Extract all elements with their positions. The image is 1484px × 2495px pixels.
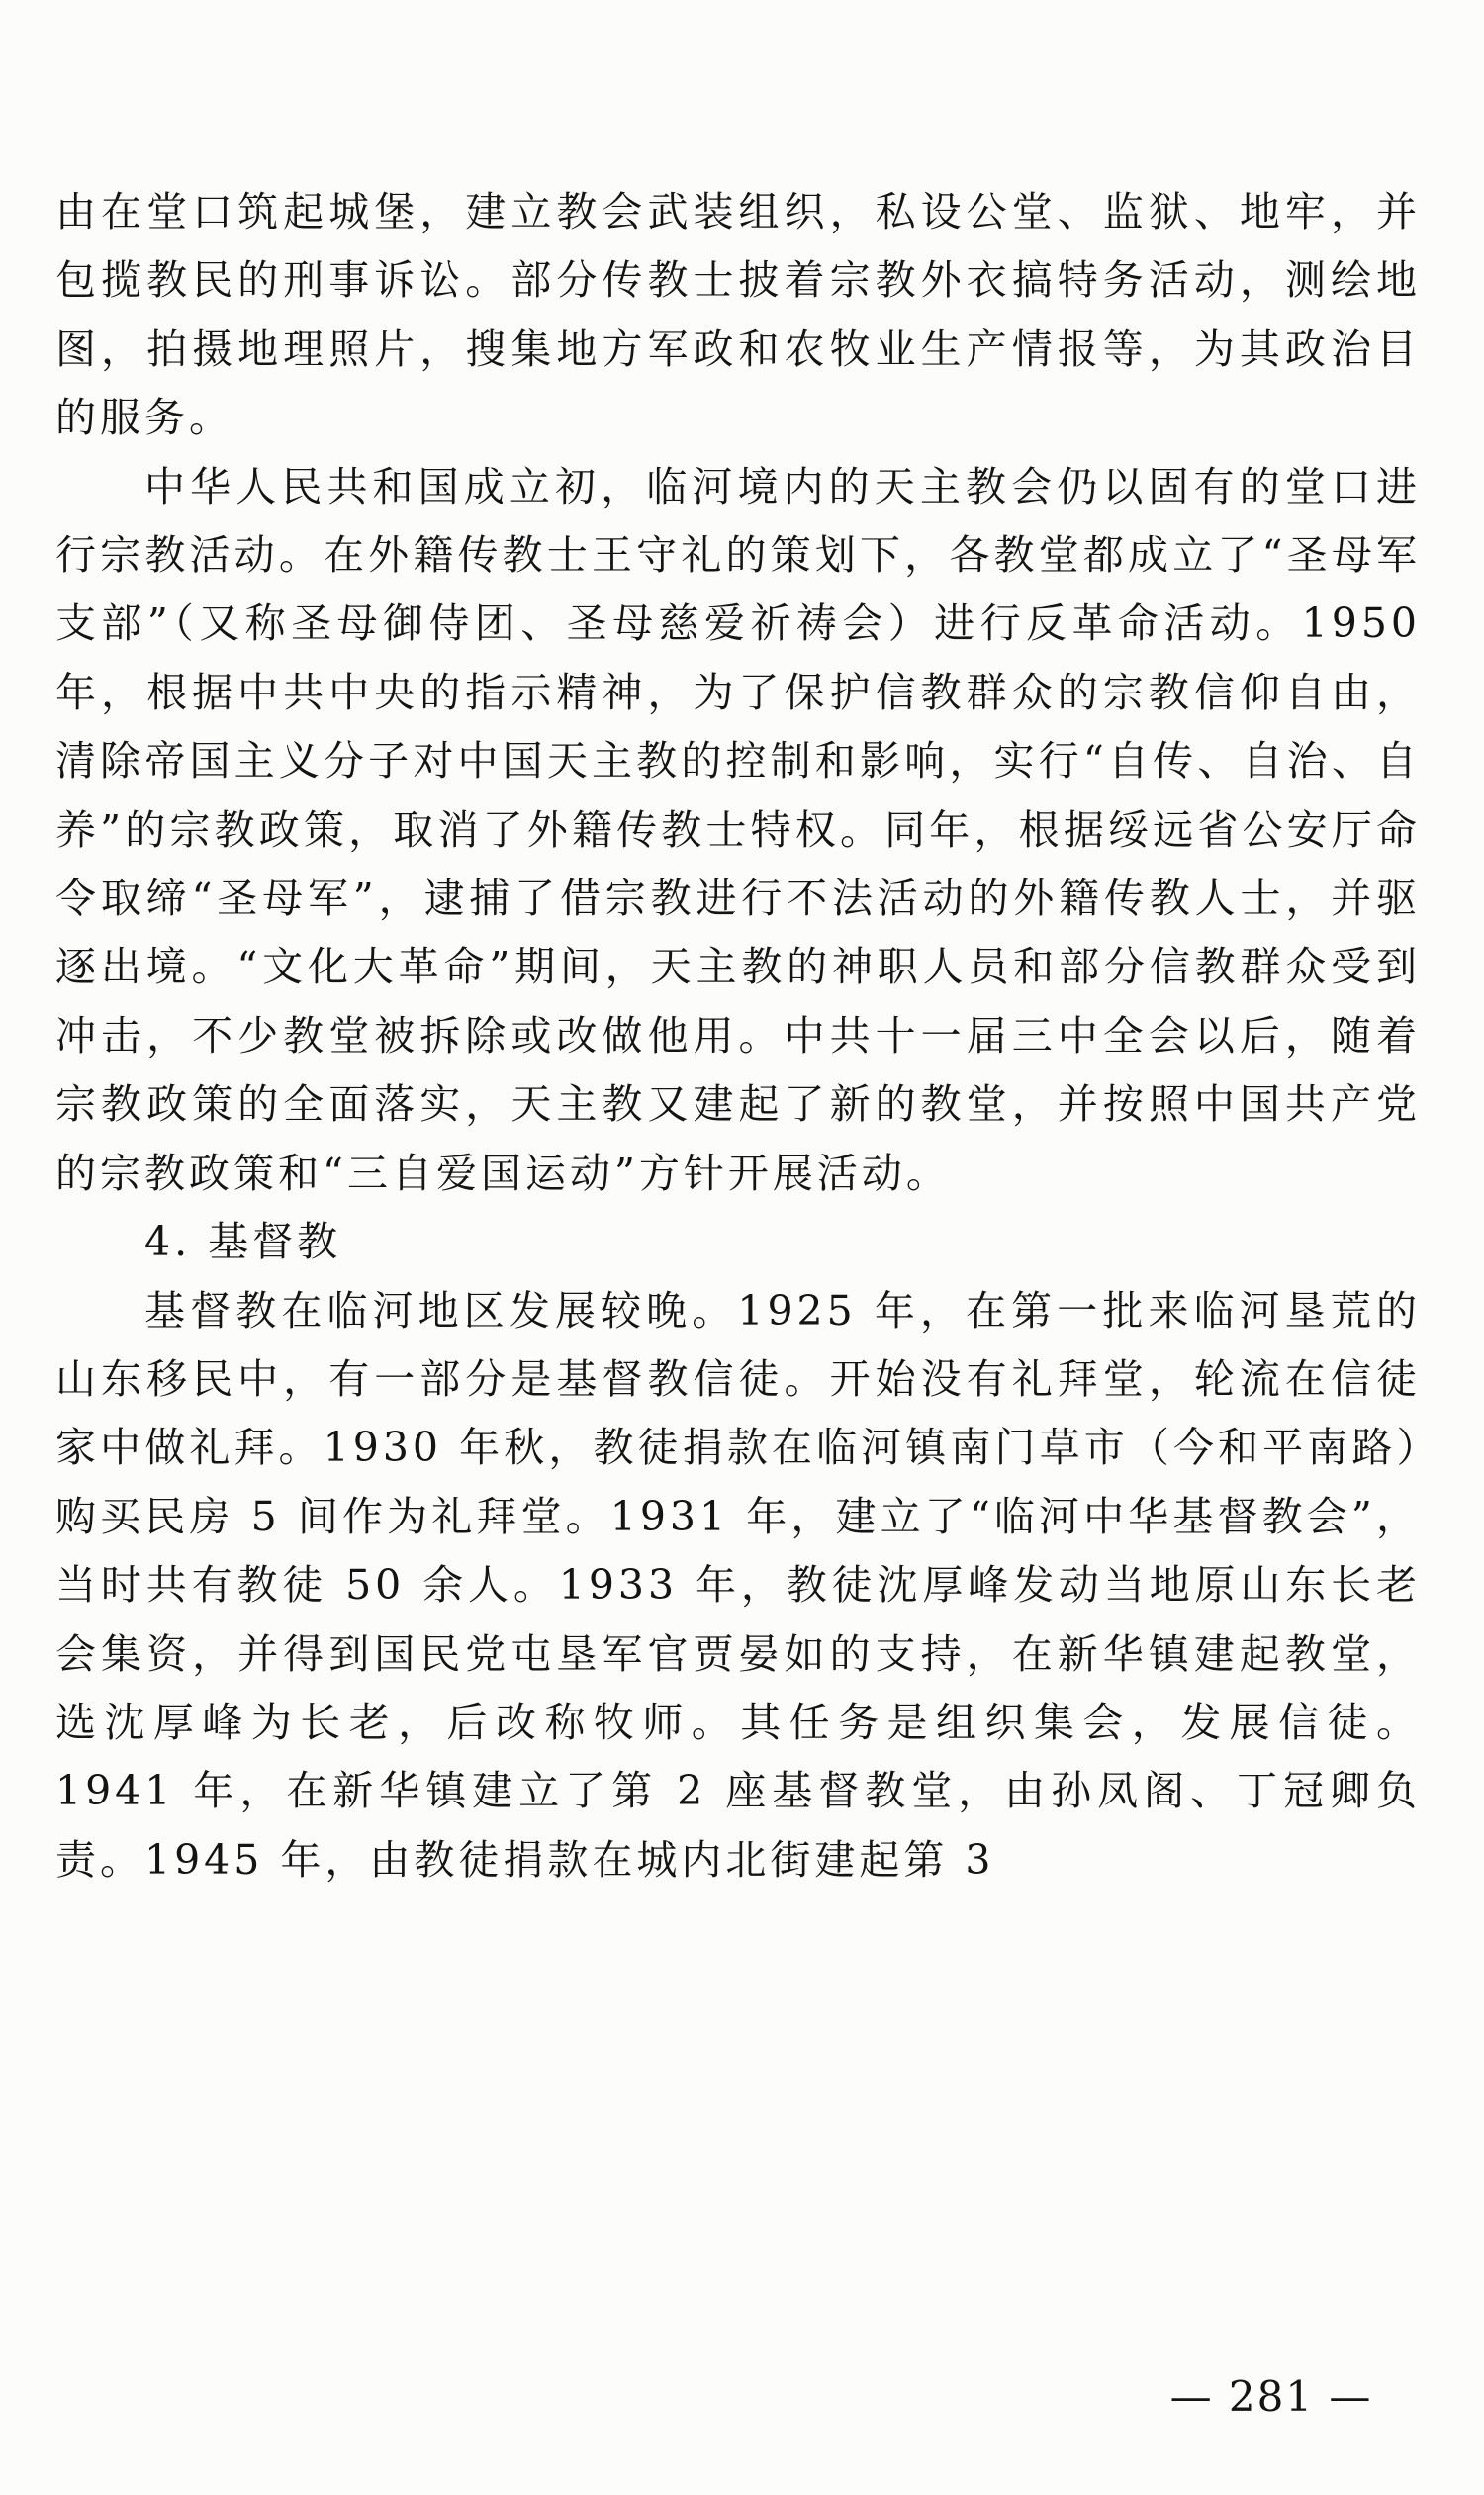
- paragraph-1: 由在堂口筑起城堡，建立教会武装组织，私设公堂、监狱、地牢，并包揽教民的刑事诉讼。部分传教士披着宗教外衣搞特务活动，测绘地图，拍摄地理照片，搜集地方军政和农牧业生产情报等，为其政治目的服务。: [55, 188, 1421, 442]
- page-number: — 281 —: [1169, 2372, 1373, 2421]
- section-heading: 4. 基督教: [144, 1218, 342, 1266]
- paragraph-2: 中华人民共和国成立初，临河境内的天主教会仍以固有的堂口进行宗教活动。在外籍传教士王守礼的策划下，各教堂都成立了“圣母军支部”（又称圣母御侍团、圣母慈爱祈祷会）进行反革命活动。1950 年，根据中共中央的指示精神，为了保护信教群众的宗教信仰自由，清除帝国主义分子对中国天主教的控制和影响，实行“自传、自治、自养”的宗教政策，取消了外籍传教士特权。同年，根据绥远省公安厅命令取缔“圣母军”，逮捕了借宗教进行不法活动的外籍传教人士，并驱逐出境。“文化大革命”期间，天主教的神职人员和部分信教群众受到冲击，不少教堂被拆除或改做他用。中共十一届三中全会以后，随着宗教政策的全面落实，天主教又建起了新的教堂，并按照中国共产党的宗教政策和“三自爱国运动”方针开展活动。: [55, 462, 1421, 1197]
- body-text: [55, 178, 1421, 1894]
- paragraph-3: 基督教在临河地区发展较晚。1925 年，在第一批来临河垦荒的山东移民中，有一部分是基督教信徒。开始没有礼拜堂，轮流在信徒家中做礼拜。1930 年秋，教徒捐款在临河镇南门草市（今和平南路）购买民房 5 间作为礼拜堂。1931 年，建立了“临河中华基督教会”，当时共有教徒 50 余人。1933 年，教徒沈厚峰发动当地原山东长老会集资，并得到国民党屯垦军官贾晏如的支持，在新华镇建起教堂，选沈厚峰为长老，后改称牧师。其任务是组织集会，发展信徒。1941 年，在新华镇建立了第 2 座基督教堂，由孙凤阁、丁冠卿负责。1945 年，由教徒捐款在城内北街建起第 3: [55, 1286, 1421, 1884]
